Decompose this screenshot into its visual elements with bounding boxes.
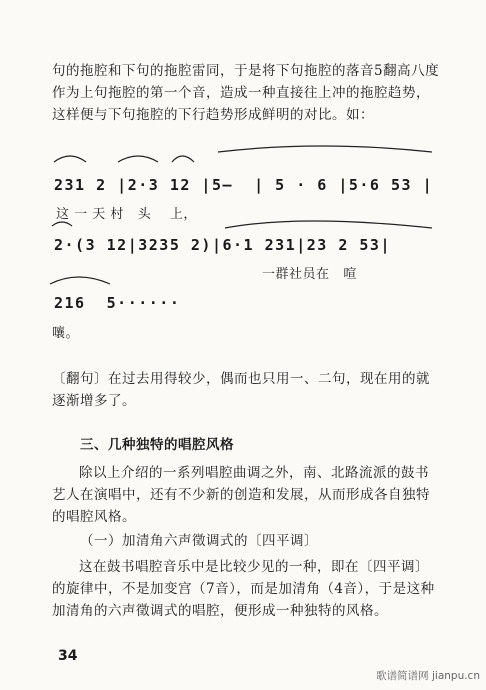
intro-paragraph: 句的拖腔和下句的拖腔雷同，于是将下句拖腔的落音5翻高八度作为上句拖腔的第一个音，造成一种直接往上冲的拖腔趋势，这样便与下句拖腔的下行趋势形成鲜明的对比。如： — [52, 63, 440, 123]
watermark: 歌谱简谱网 jianpu.cn — [376, 670, 480, 682]
section-paragraph: 除以上介绍的一系列唱腔曲调之外，南、北路流派的鼓书艺人在演唱中，还有不少新的创造和发展，从而形成各自独特的唱腔风格。 — [52, 465, 430, 525]
lyrics-line-2: 一群社员在 喧 — [262, 267, 357, 282]
fanju-paragraph: 〔翻句〕在过去用得较少，偶而也只用一、二句，现在用的就逐渐增多了。 — [52, 371, 430, 409]
siping-paragraph: 这在鼓书唱腔音乐中是比较少见的一种，即在〔四平调〕的旋律中，不是加变宫（7音），而是加清角（4音），于是这种加清角的六声徵调式的唱腔，便形成一种独特的风格。 — [52, 559, 435, 619]
section-heading: 三、几种独特的唱腔风格 — [80, 437, 234, 453]
lyrics-line-3: 嚷。 — [52, 326, 80, 341]
page-number: 34 — [58, 648, 78, 664]
notation-line-2: 2·(3 12|3235 2)|6·1 231|23 2 53| — [54, 236, 391, 254]
subheading: （一）加清角六声徵调式的〔四平调〕 — [80, 533, 318, 549]
notation-line-3: 216 5······ — [54, 294, 181, 312]
notation-line-1: 231 2 |2·3 12 |5— | 5 · 6 |5·6 53 | — [54, 176, 434, 194]
lyrics-line-1: 这 一 天 村 头 上， — [56, 207, 197, 222]
